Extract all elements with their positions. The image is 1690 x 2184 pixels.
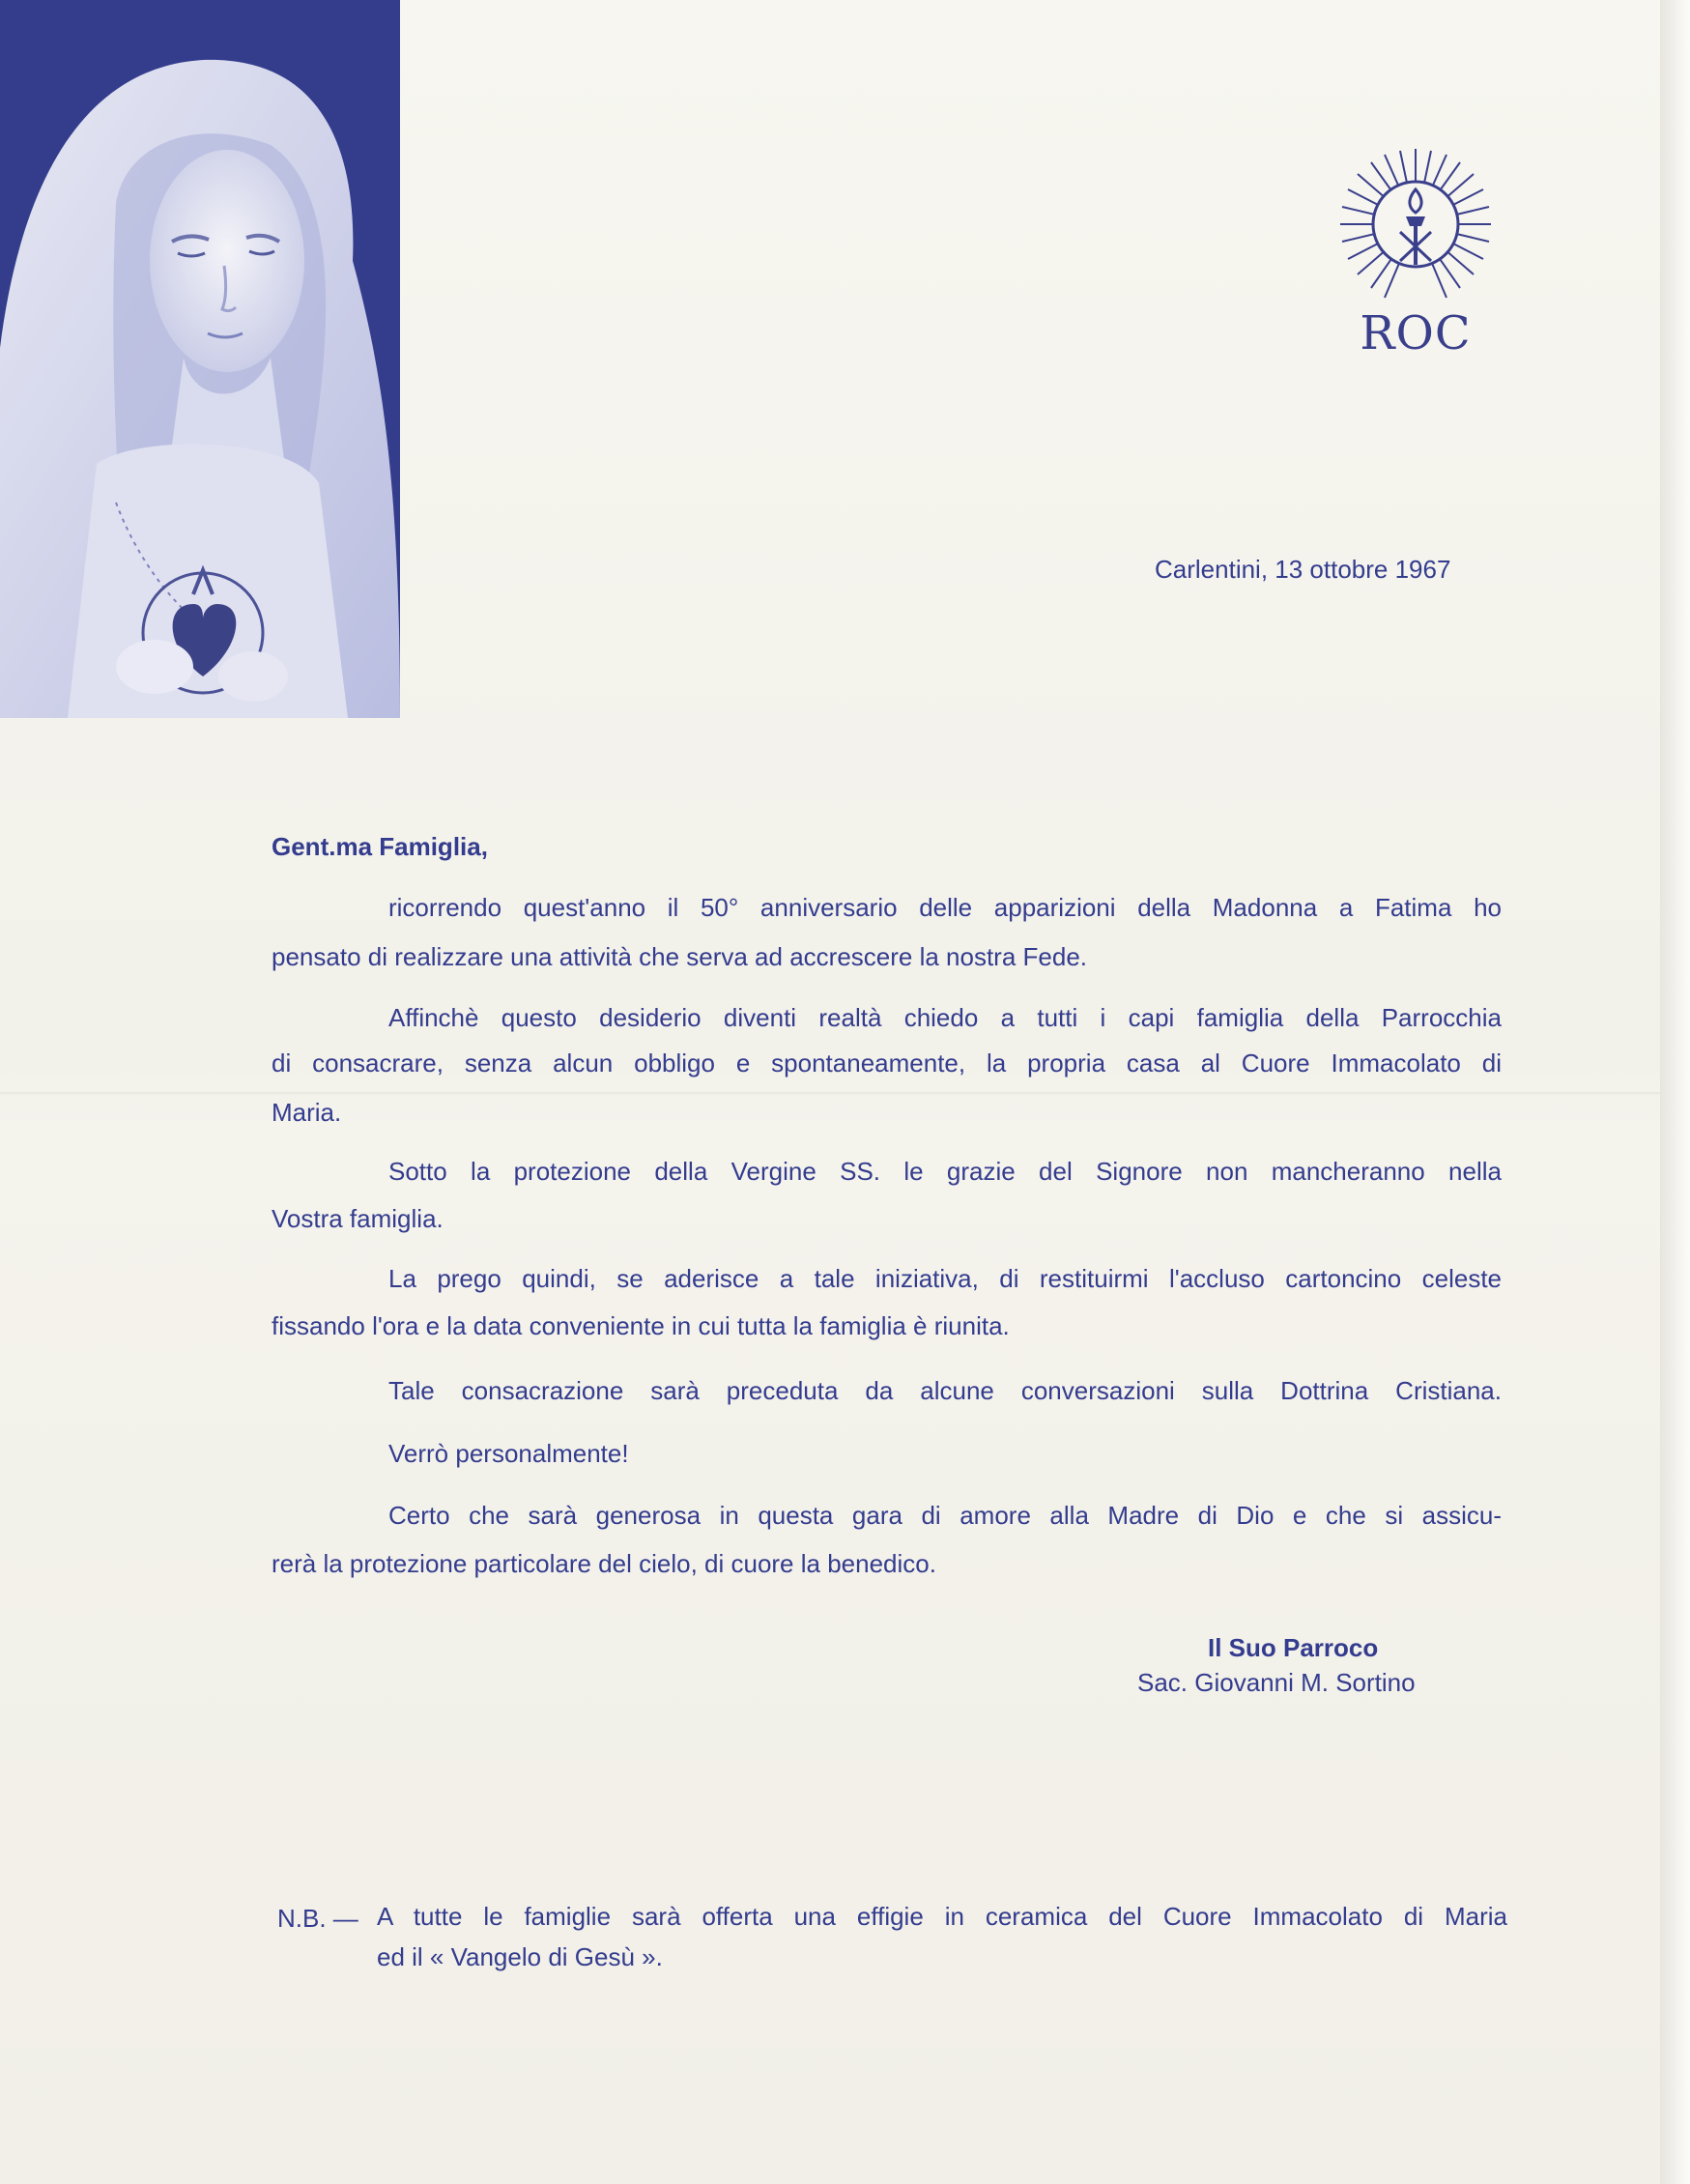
paragraph-1-line-2: pensato di realizzare una attività che serva ad accrescere la nostra Fede. (272, 942, 1088, 971)
fold-line (0, 1092, 1660, 1095)
paragraph-5: Tale consacrazione sarà preceduta da alcune conversazioni sulla Dottrina Cristiana. (388, 1376, 1502, 1405)
paragraph-1-line-1: ricorrendo quest'anno il 50° anniversario delle apparizioni della Madonna a Fatima ho (388, 893, 1502, 922)
madonna-portrait-image (0, 0, 400, 718)
parish-emblem (1338, 147, 1493, 359)
paragraph-3-line-2: Vostra famiglia. (272, 1204, 444, 1233)
paragraph-7-line-2: rerà la protezione particolare del cielo, di cuore la benedico. (272, 1549, 936, 1578)
paragraph-2-line-2: di consacrare, senza alcun obbligo e spontaneamente, la propria casa al Cuore Immacolato di (272, 1049, 1502, 1078)
paragraph-2-line-3: Maria. (272, 1098, 342, 1127)
torch-sunburst-icon (1338, 147, 1493, 306)
emblem-monogram: ROC (1360, 306, 1472, 360)
note-line-2: ed il « Vangelo di Gesù ». (377, 1942, 663, 1971)
paragraph-2-line-1: Affinchè questo desiderio diventi realtà chiedo a tutti i capi famiglia della Parrocchia (388, 1003, 1502, 1032)
paragraph-4-line-1: La prego quindi, se aderisce a tale iniziativa, di restituirmi l'accluso cartoncino celeste (388, 1264, 1502, 1293)
place-date: Carlentini, 13 ottobre 1967 (1155, 555, 1451, 584)
signature-name: Sac. Giovanni M. Sortino (1137, 1668, 1416, 1697)
salutation: Gent.ma Famiglia, (272, 832, 488, 861)
paragraph-4-line-2: fissando l'ora e la data conveniente in cui tutta la famiglia è riunita. (272, 1311, 1010, 1340)
paper-edge (1660, 0, 1690, 2184)
paragraph-3-line-1: Sotto la protezione della Vergine SS. le grazie del Signore non mancheranno nella (388, 1157, 1502, 1186)
paragraph-6: Verrò personalmente! (388, 1439, 629, 1468)
note-line-1: A tutte le famiglie sarà offerta una effigie in ceramica del Cuore Immacolato di Maria (377, 1902, 1507, 1931)
signature-role: Il Suo Parroco (1208, 1633, 1379, 1662)
paragraph-7-line-1: Certo che sarà generosa in questa gara di amore alla Madre di Dio e che si assicu- (388, 1501, 1502, 1530)
note-label: N.B. — (277, 1904, 358, 1933)
